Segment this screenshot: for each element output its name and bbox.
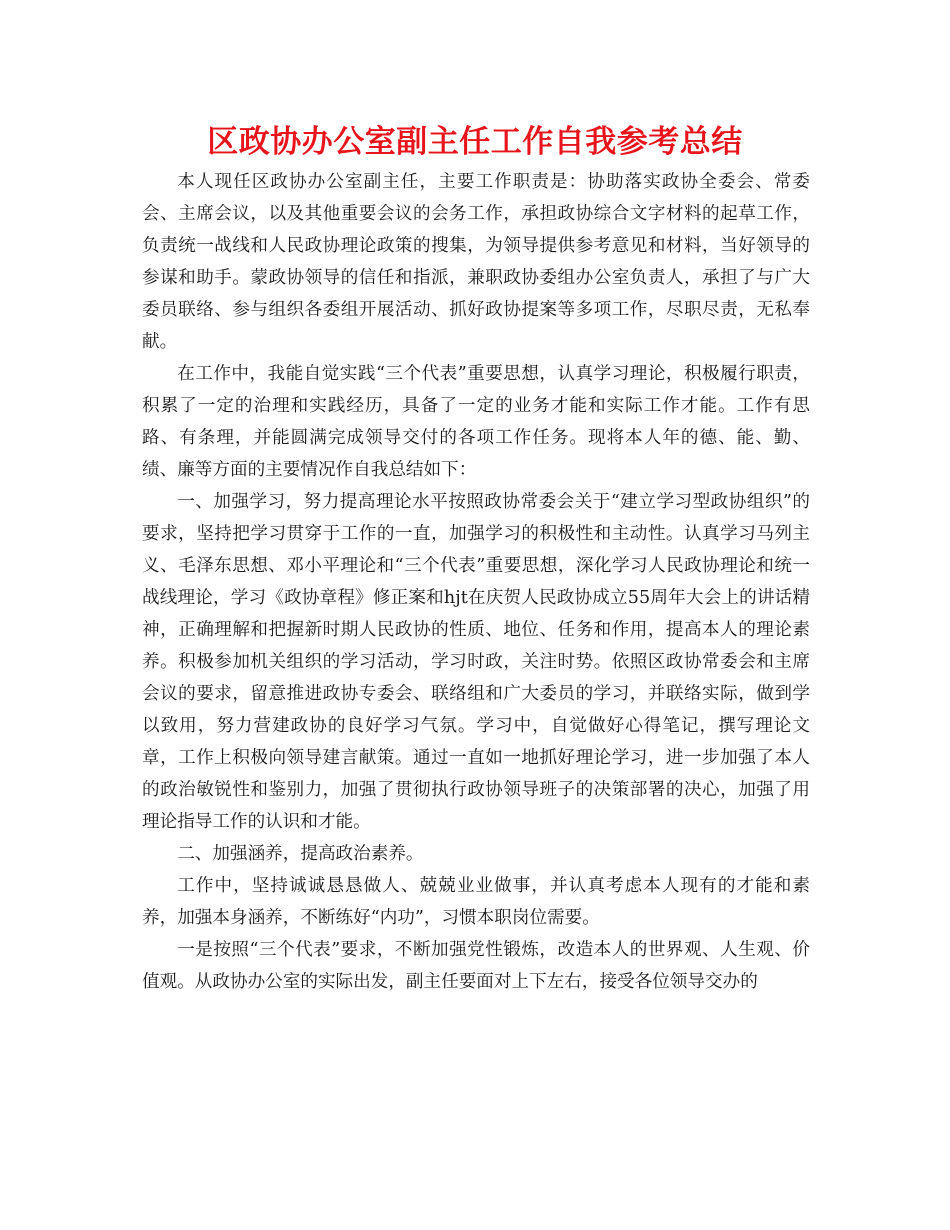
paragraph-intro: 本人现任区政协办公室副主任，主要工作职责是：协助落实政协全委会、常委会、主席会议，以及其他重要会议的会务工作，承担政协综合文字材料的起草工作，负责统一战线和人民政协理论政策的搜集，为领导提供参考意见和材料，当好领导的参谋和助手。蒙政协领导的信任和指派，兼职政协委组办公室负责人，承担了与广大委员联络、参与组织各委组开展活动、抓好政协提案等多项工作，尽职尽责，无私奉献。 bbox=[142, 172, 810, 352]
document-title: 区政协办公室副主任工作自我参考总结 bbox=[207, 124, 743, 160]
paragraph-section-2-heading: 二、加强涵养，提高政治素养。 bbox=[177, 844, 424, 864]
paragraph-overview: 在工作中，我能自觉实践“三个代表”重要思想，认真学习理论，积极履行职责，积累了一定的治理和实践经历，具备了一定的业务才能和实际工作才能。工作有思路、有条理，并能圆满完成领导交付的各项工作任务。现将本人年的德、能、勤、绩、廉等方面的主要情况作自我总结如下： bbox=[142, 364, 810, 480]
paragraph-section-2-body: 工作中，坚持诚诚恳恳做人、兢兢业业做事，并认真考虑本人现有的才能和素养，加强本身涵养，不断练好“内功”，习惯本职岗位需要。 bbox=[142, 876, 810, 928]
document-body bbox=[142, 166, 810, 998]
paragraph-section-2-point-1: 一是按照“三个代表”要求，不断加强党性锻炼，改造本人的世界观、人生观、价值观。从政协办公室的实际出发，副主任要面对上下左右，接受各位领导交办的 bbox=[142, 940, 810, 992]
paragraph-section-1: 一、加强学习，努力提高理论水平按照政协常委会关于“建立学习型政协组织”的要求，坚持把学习贯穿于工作的一直，加强学习的积极性和主动性。认真学习马列主义、毛泽东思想、邓小平理论和“三个代表”重要思想，深化学习人民政协理论和统一战线理论，学习《政协章程》修正案和hjt在庆贺人民政协成立55周年大会上的讲话精神，正确理解和把握新时期人民政协的性质、地位、任务和作用，提高本人的理论素养。积极参加机关组织的学习活动，学习时政，关注时势。依照区政协常委会和主席会议的要求，留意推进政协专委会、联络组和广大委员的学习，并联络实际，做到学以致用，努力营建政协的良好学习气氛。学习中，自觉做好心得笔记，撰写理论文章，工作上积极向领导建言献策。通过一直如一地抓好理论学习，进一步加强了本人的政治敏锐性和鉴别力，加强了贯彻执行政协领导班子的决策部署的决心，加强了用理论指导工作的认识和才能。 bbox=[142, 492, 810, 832]
